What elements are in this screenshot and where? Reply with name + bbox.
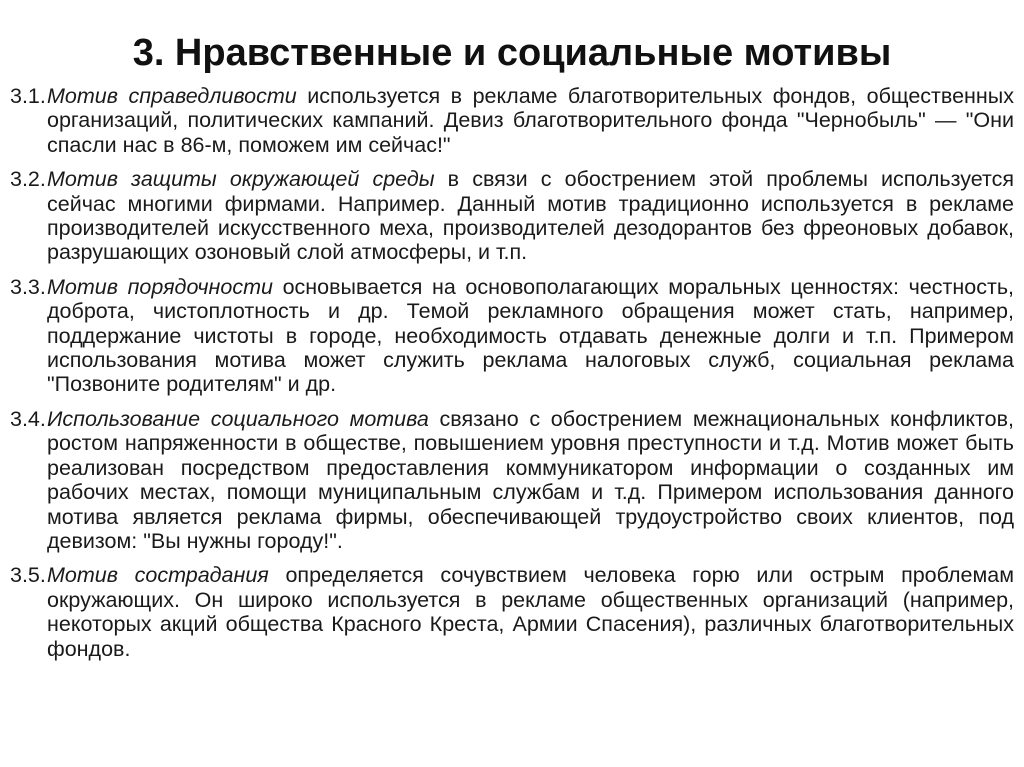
item-text: связано с обострением межнациональных конфликтов, ростом напряженности в обществе, повышением уровня преступности и т.д. Мотив может быть реализован посредством предоставления коммуникатором информации о созданных им рабочих местах, помощи муниципальным службам и т.д. Примером использования данного мотива является реклама фирмы, обеспечивающей трудоустройство своих клиентов, под девизом: "Вы нужны городу!". bbox=[47, 406, 1014, 553]
item-motive: Использование социального мотива bbox=[47, 406, 429, 431]
item-motive: Мотив защиты окружающей среды bbox=[47, 167, 435, 192]
item-text: определяется сочувствием человека горю или острым проблемам окружающих. Он широко используется в рекламе общественных организаций (например, некоторых акций общества Красного Креста, Армии Спасения), различных благотворительных фондов. bbox=[47, 563, 1014, 661]
item-text: в связи с обострением этой проблемы используется сейчас многими фирмами. Например. Данный мотив традиционно используется в рекламе производителей искусственного меха, производителей дезодорантов без фреоновых добавок, разрушающих озоновый слой атмосферы, и т.п. bbox=[47, 167, 1014, 265]
item-number: 3.2. bbox=[10, 167, 46, 192]
motive-item-justice bbox=[10, 84, 1014, 157]
motive-item-decency bbox=[10, 275, 1014, 397]
motive-item-environment bbox=[10, 167, 1014, 265]
item-text: используется в рекламе благотворительных фондов, общественных организаций, политических кампаний. Девиз благотворительного фонда "Чернобыль" — "Они спасли нас в 86-м, поможем им сейчас!" bbox=[47, 84, 1014, 157]
item-motive: Мотив сострадания bbox=[47, 563, 269, 588]
item-motive: Мотив порядочности bbox=[47, 274, 273, 299]
item-number: 3.1. bbox=[10, 84, 46, 108]
motive-item-compassion bbox=[10, 563, 1014, 661]
item-number: 3.4. bbox=[10, 406, 46, 431]
item-number: 3.5. bbox=[10, 563, 46, 588]
item-number: 3.3. bbox=[10, 274, 46, 299]
item-text: основывается на основополагающих моральных ценностях: честность, доброта, чистоплотность и др. Темой рекламного обращения может стать, например, поддержание чистоты в городе, необходимость отдавать денежные долги и т.п. Примером использования мотива может служить реклама налоговых служб, социальная реклама "Позвоните родителям" и др. bbox=[47, 274, 1014, 397]
motive-item-social bbox=[10, 407, 1014, 553]
item-motive: Мотив справедливости bbox=[47, 84, 297, 108]
slide-title: 3. Нравственные и социальные мотивы bbox=[132, 32, 892, 74]
motive-list bbox=[10, 84, 1014, 671]
